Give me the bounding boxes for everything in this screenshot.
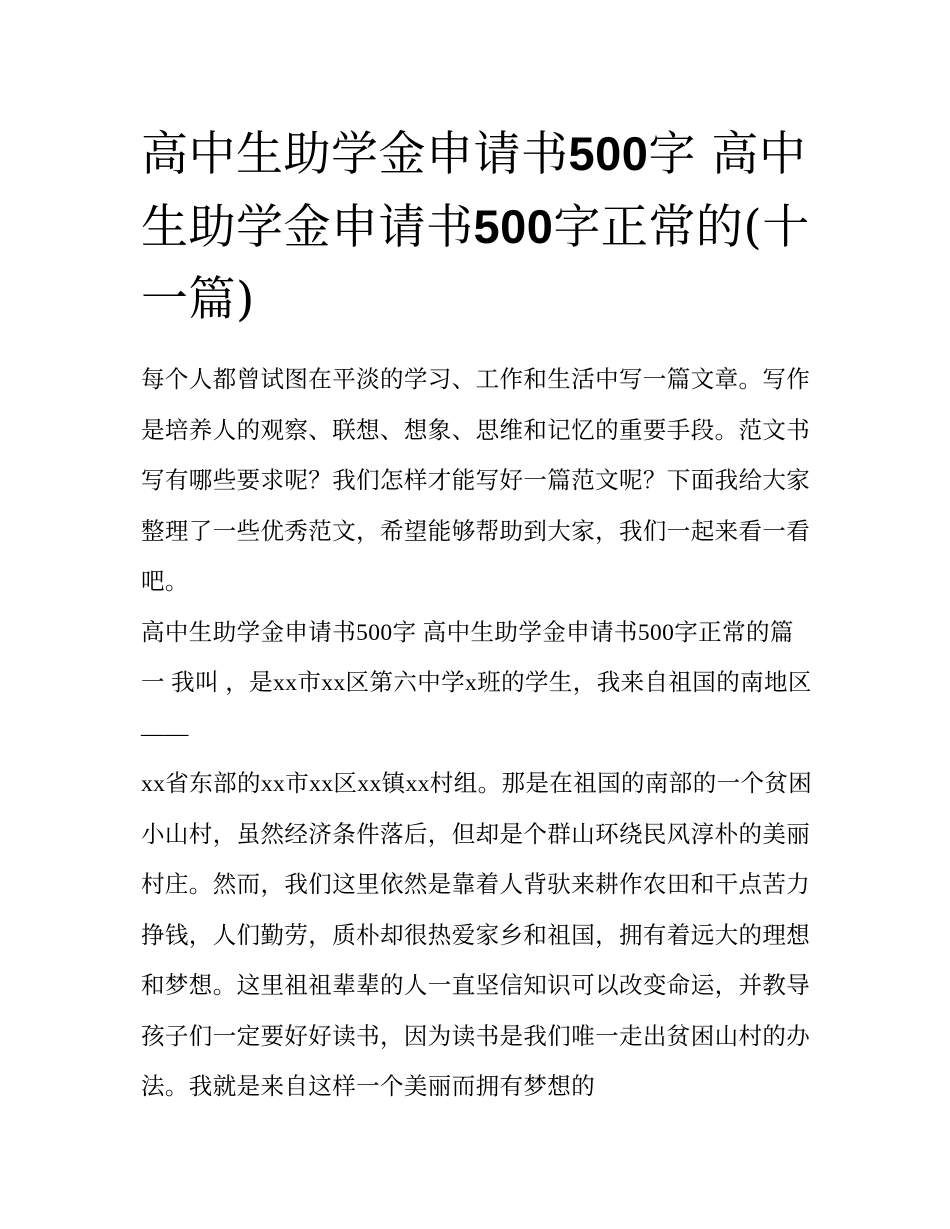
document-title [141, 118, 813, 336]
title-text-2: 字 高中生助学金申请书 [141, 127, 807, 255]
document-content [141, 118, 813, 1113]
title-number-2: 500 [473, 200, 554, 253]
title-text-3: 字正常的(十一篇) [141, 200, 810, 327]
title-number-1: 500 [568, 127, 649, 180]
title-text-1: 高中生助学金申请书 [141, 127, 569, 182]
essay-body-paragraph: xx省东部的xx市xx区xx镇xx村组。那是在祖国的南部的一个贫困小山村，虽然经济条件落后，但却是个群山环绕民风淳朴的美丽村庄。然而，我们这里依然是靠着人背驮来耕作农田和干点苦力挣钱，人们勤劳，质朴却很热爱家乡和祖国，拥有着远大的理想和梦想。这里祖祖辈辈的人一直坚信知识可以改变命运，并教导孩子们一定要好好读书，因为读书是我们唯一走出贫困山村的办法。我就是来自这样一个美丽而拥有梦想的 [141, 771, 813, 1100]
intro-paragraph: 每个人都曾试图在平淡的学习、工作和生活中写一篇文章。写作是培养人的观察、联想、想象、思维和记忆的重要手段。范文书写有哪些要求呢？我们怎样才能写好一篇范文呢？下面我给大家整理了一些优秀范文，希望能够帮助到大家，我们一起来看一看吧。 [141, 367, 811, 595]
essay-opening-paragraph: 高中生助学金申请书500字 高中生助学金申请书500字正常的篇一 我叫 ，是xx市xx区第六中学x班的学生，我来自祖国的南地区—— [141, 619, 812, 747]
